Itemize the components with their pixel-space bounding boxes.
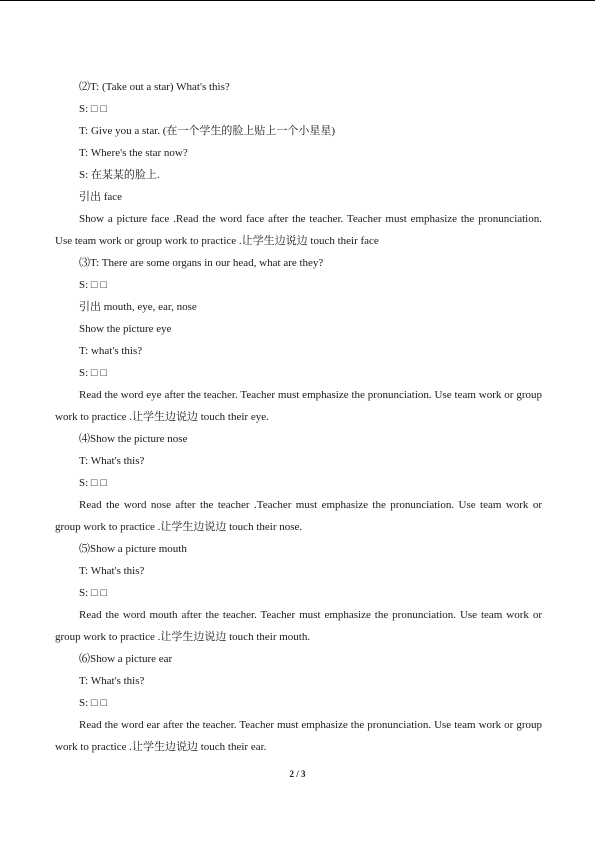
paragraph: Read the word mouth after the teacher. Teacher must emphasize the pronunciation. Use team work or group work to practice .让学生边说边 touch their mouth.	[55, 609, 542, 643]
text-line: S: □ □	[79, 697, 107, 709]
text-line: ⑶T: There are some organs in our head, what are they?	[79, 257, 324, 269]
paragraph: Read the word eye after the teacher. Teacher must emphasize the pronunciation. Use team work or group work to practice .让学生边说边 touch their eye.	[55, 389, 542, 423]
text-line: 引出 mouth, eye, ear, nose	[79, 301, 197, 313]
text-line: Show the picture eye	[79, 323, 172, 335]
text-line: ⑸Show a picture mouth	[79, 543, 187, 555]
text-line: S: 在某某的脸上.	[79, 169, 160, 181]
text-line: S: □ □	[79, 367, 107, 379]
text-line: S: □ □	[79, 477, 107, 489]
paragraph: Read the word ear after the teacher. Teacher must emphasize the pronunciation. Use team work or group work to practice .让学生边说边 touch their ear.	[55, 719, 542, 753]
text-line: S: □ □	[79, 103, 107, 115]
text-line: ⑷Show the picture nose	[79, 433, 188, 445]
text-line: 引出 face	[79, 191, 123, 203]
text-line: S: □ □	[79, 587, 107, 599]
paragraph: Show a picture face .Read the word face after the teacher. Teacher must emphasize the pronunciation. Use team work or group work to practice .让学生边说边 touch their face	[55, 213, 542, 247]
text-line: ⑵T: (Take out a star) What's this?	[79, 81, 230, 93]
page-number: 2 / 3	[289, 769, 306, 779]
text-line: ⑹Show a picture ear	[79, 653, 173, 665]
text-line: S: □ □	[79, 279, 107, 291]
text-line: T: Where's the star now?	[79, 147, 188, 159]
document-body	[55, 76, 542, 758]
page-top-border	[0, 0, 595, 1]
text-line: T: Give you a star. (在一个学生的脸上贴上一个小星星)	[79, 125, 336, 137]
paragraph: Read the word nose after the teacher .Teacher must emphasize the pronunciation. Use team work or group work to practice .让学生边说边 touch their nose.	[55, 499, 542, 533]
text-line: T: What's this?	[79, 565, 145, 577]
text-line: T: What's this?	[79, 675, 145, 687]
text-line: T: What's this?	[79, 455, 145, 467]
text-line: T: what's this?	[79, 345, 143, 357]
